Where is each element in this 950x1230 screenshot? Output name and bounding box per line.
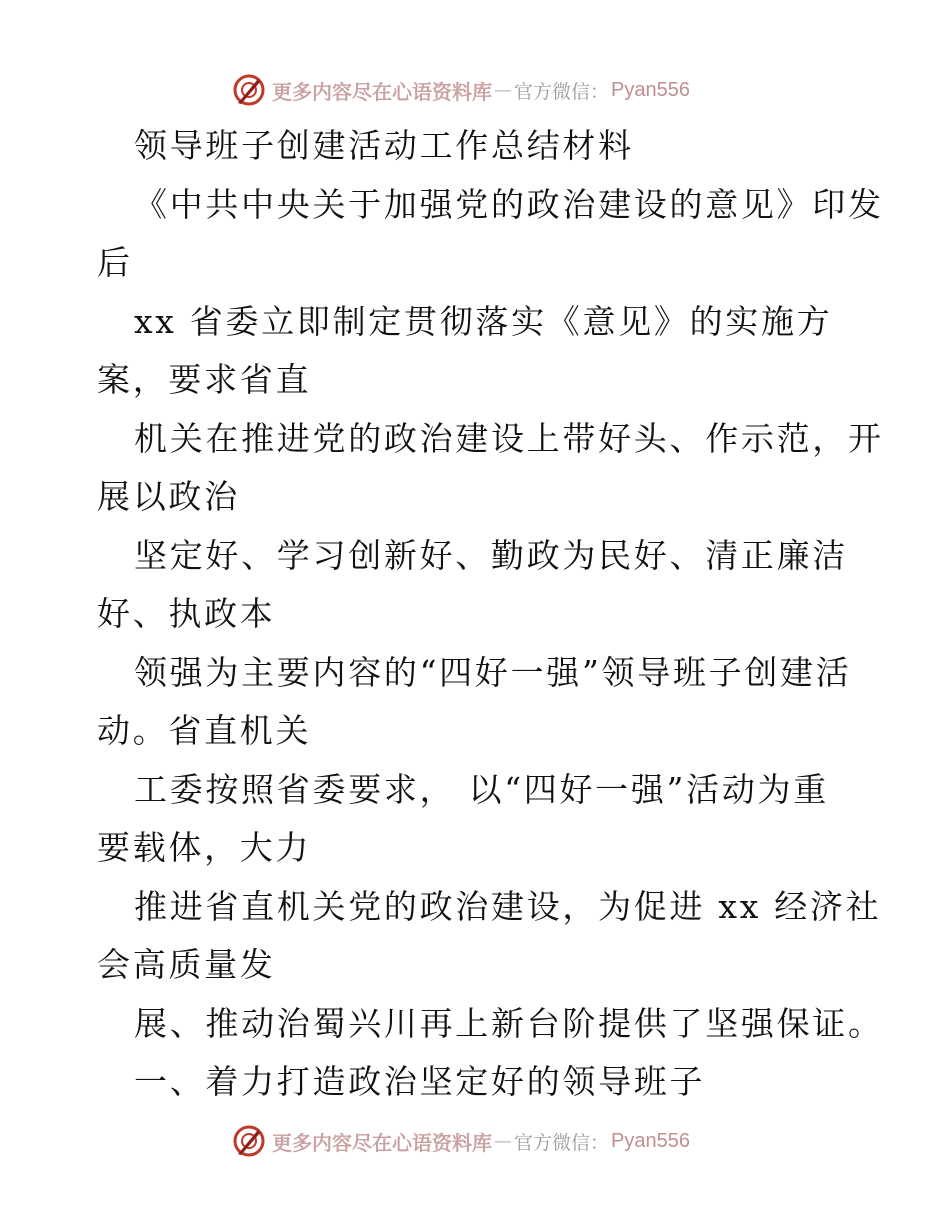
watermark-wechat-id: Pyan556 <box>611 78 690 101</box>
text-line: 后 <box>97 243 133 282</box>
text-line: 展、推动治蜀兴川再上新台阶提供了坚强保证。 <box>134 1004 884 1043</box>
text-line: 坚定好、学习创新好、勤政为民好、清正廉洁 <box>134 536 848 575</box>
text-line: 工委按照省委要求， 以“四好一强”活动为重 <box>134 770 829 809</box>
header-watermark <box>232 70 690 110</box>
section-heading: 一、着力打造政治坚定好的领导班子 <box>134 1062 706 1101</box>
text-line: 《中共中央关于加强党的政治建设的意见》印发 <box>134 185 884 224</box>
watermark-wechat-id: Pyan556 <box>611 1129 690 1152</box>
text-line: 机关在推进党的政治建设上带好头、作示范，开 <box>134 419 884 458</box>
quill-logo-icon <box>232 1124 266 1158</box>
watermark-main-text: 更多内容尽在心语资料库 <box>272 1130 492 1155</box>
text-line: 好、执政本 <box>97 594 276 633</box>
text-line: 案，要求省直 <box>97 360 312 399</box>
text-line: 展以政治 <box>97 477 240 516</box>
text-line: 会高质量发 <box>97 945 276 984</box>
text-line: 要载体，大力 <box>97 828 312 867</box>
text-line: 领强为主要内容的“四好一强”领导班子创建活 <box>134 653 852 692</box>
text-line: xx 省委立即制定贯彻落实《意见》的实施方 <box>134 302 833 341</box>
watermark-dash: — <box>494 1130 512 1152</box>
footer-watermark <box>232 1121 690 1161</box>
quill-logo-icon <box>232 73 266 107</box>
document-title: 领导班子创建活动工作总结材料 <box>134 126 634 165</box>
text-line: 动。省直机关 <box>97 711 312 750</box>
watermark-sub-text: 官方微信： <box>514 80 610 103</box>
watermark-sub-text: 官方微信： <box>514 1131 610 1154</box>
text-line: 推进省直机关党的政治建设，为促进 xx 经济社 <box>134 887 882 926</box>
watermark-main-text: 更多内容尽在心语资料库 <box>272 79 492 104</box>
watermark-dash: — <box>494 79 512 101</box>
